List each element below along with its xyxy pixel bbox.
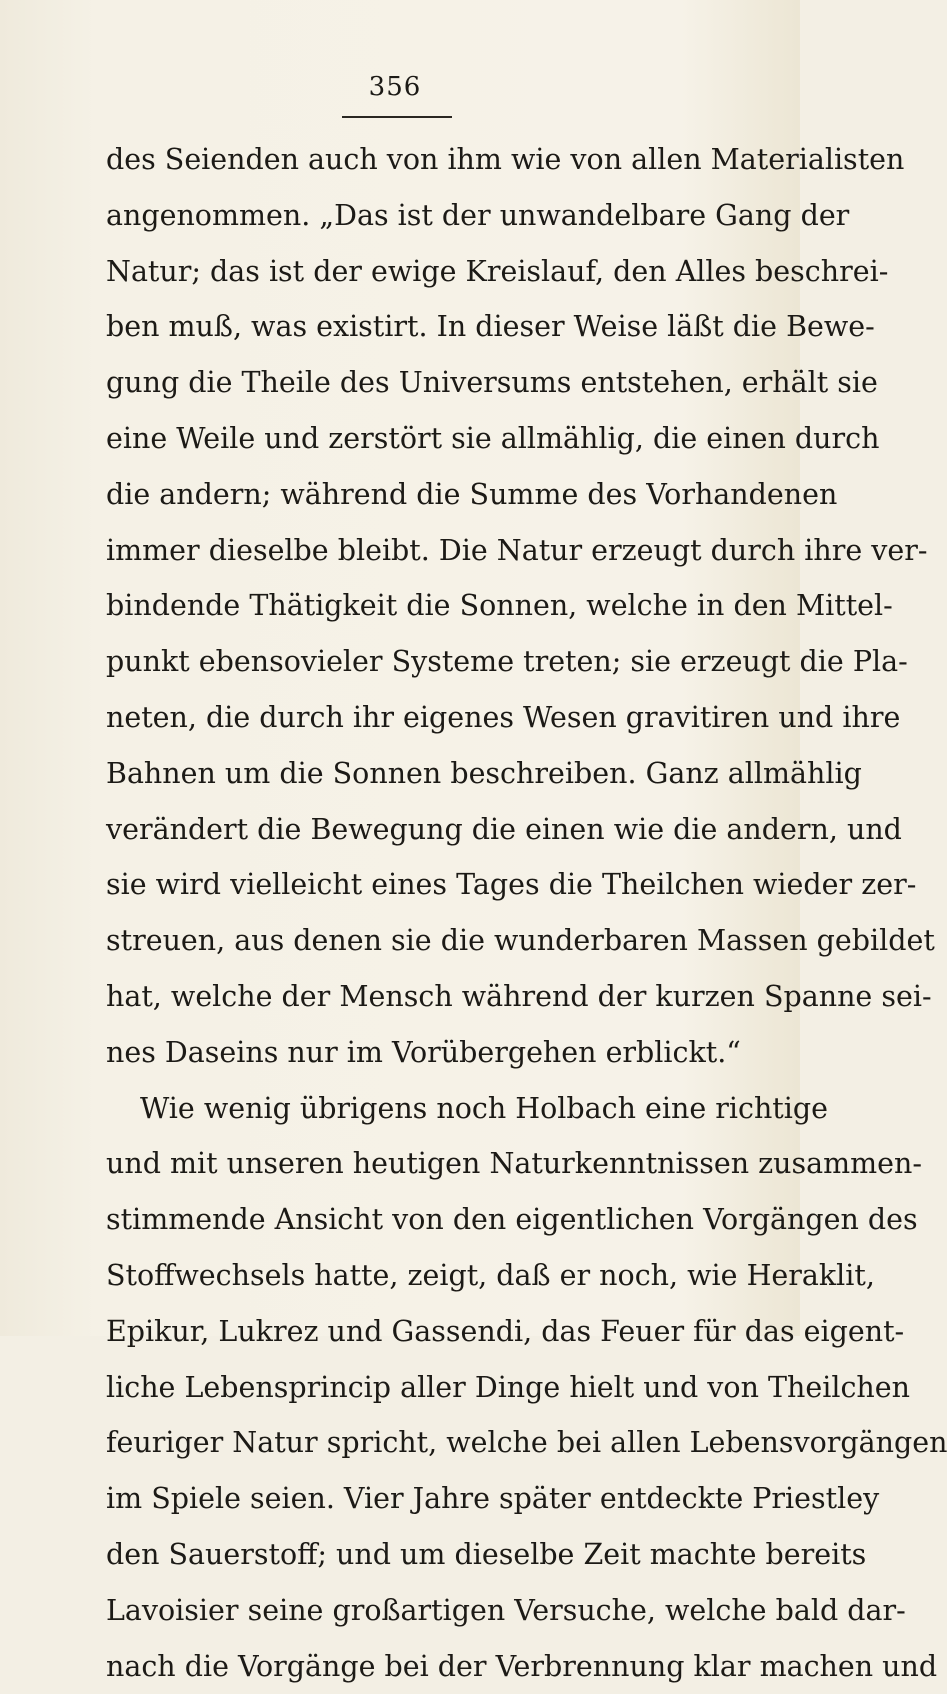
text-line: Bahnen um die Sonnen beschreiben. Ganz allmählig [106,756,862,790]
text-line: ben muß, was existirt. In dieser Weise läßt die Bewe- [106,310,875,344]
text-line: im Spiele seien. Vier Jahre später entdeckte Priestley [106,1482,880,1516]
text-line: Lavoisier seine großartigen Versuche, welche bald dar- [106,1593,906,1627]
text-line: verändert die Bewegung die einen wie die andern, und [106,812,902,846]
text-line: Epikur, Lukrez und Gassendi, das Feuer für das eigent- [106,1314,905,1348]
body-text [106,132,947,1694]
text-line: Stoffwechsels hatte, zeigt, daß er noch, wie Heraklit, [106,1258,875,1292]
text-line: nach die Vorgänge bei der Verbrennung klar machen und [106,1649,938,1683]
text-line: und mit unseren heutigen Naturkenntnissen zusammen- [106,1147,922,1181]
text-line: stimmende Ansicht von den eigentlichen Vorgängen des [106,1203,918,1237]
text-line: eine Weile und zerstört sie allmählig, die einen durch [106,421,880,455]
text-line: den Sauerstoff; und um dieselbe Zeit machte bereits [106,1537,867,1571]
page-number: 356 [368,72,422,102]
text-line: punkt ebensovieler Systeme treten; sie erzeugt die Pla- [106,645,908,679]
text-line: die andern; während die Summe des Vorhandenen [106,477,838,511]
text-line: angenommen. „Das ist der unwandelbare Gang der [106,198,850,232]
text-line: gung die Theile des Universums entstehen, erhält sie [106,366,878,400]
text-line: streuen, aus denen sie die wunderbaren Massen gebildet [106,924,935,958]
text-line: des Seienden auch von ihm wie von allen Materialisten [106,143,905,176]
text-line: bindende Thätigkeit die Sonnen, welche in den Mittel- [106,589,893,623]
text-line: neten, die durch ihr eigenes Wesen gravitiren und ihre [106,700,901,734]
text-line: liche Lebensprincip aller Dinge hielt und von Theilchen [106,1370,910,1404]
text-line: hat, welche der Mensch während der kurzen Spanne sei- [106,979,932,1013]
text-line-paragraph-end: nes Daseins nur im Vorübergehen erblickt.“ [106,1035,741,1069]
text-line-paragraph-start: Wie wenig übrigens noch Holbach eine richtige [140,1091,828,1125]
text-line: sie wird vielleicht eines Tages die Theilchen wieder zer- [106,868,917,902]
page-number-rule [342,116,452,118]
text-line: feuriger Natur spricht, welche bei allen Lebensvorgängen [106,1426,947,1460]
text-line: Natur; das ist der ewige Kreislauf, den Alles beschrei- [106,254,889,288]
text-line: immer dieselbe bleibt. Die Natur erzeugt durch ihre ver- [106,533,928,567]
